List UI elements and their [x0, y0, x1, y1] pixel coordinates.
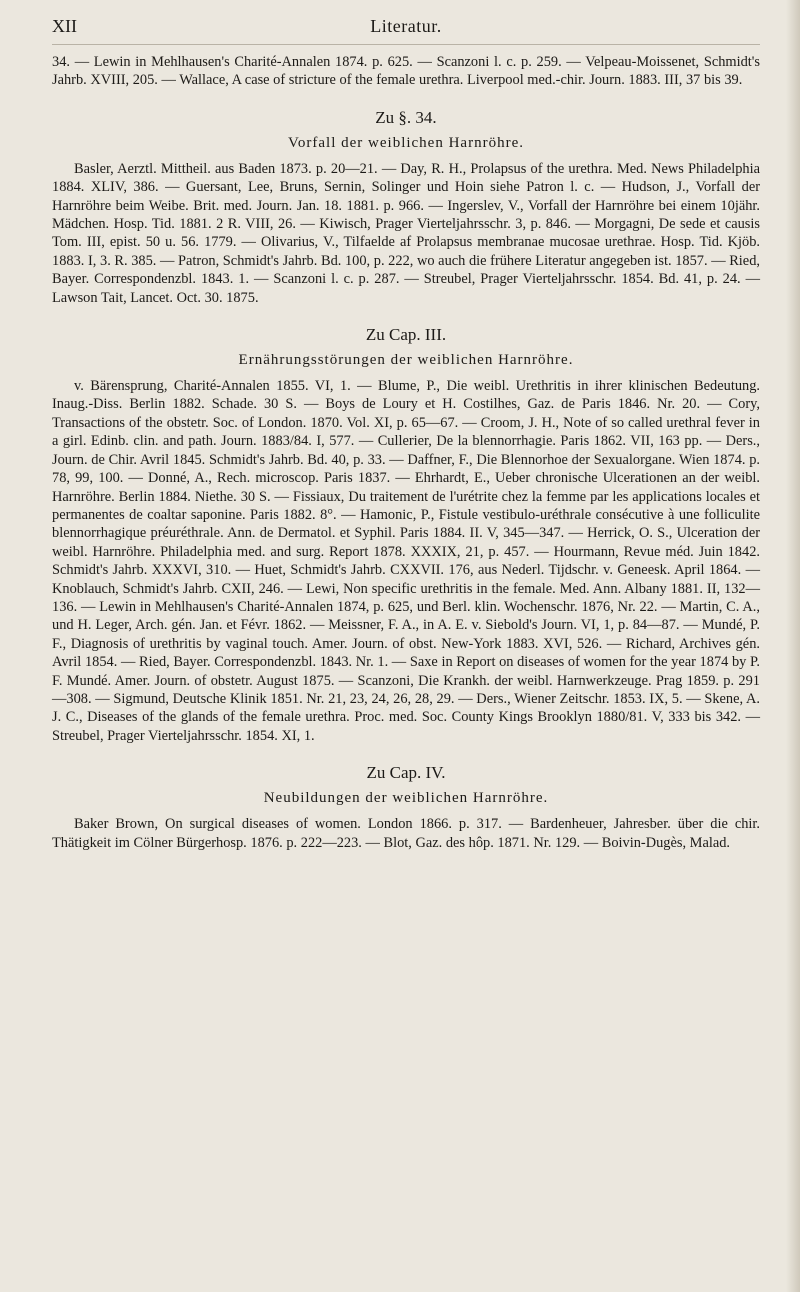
section-paragraph-cap-4: Baker Brown, On surgical diseases of women. London 1866. p. 317. — Bardenheuer, Jahresber. über die chir. Thätigkeit im Cölner Bürgerhosp. 1876. p. 222—223. — Blot, Gaz. des hôp. 1871. Nr. 129. — Boivin-Dugès, Malad. [52, 816, 760, 851]
running-header [52, 14, 760, 45]
section-heading-cap-4: Zu Cap. IV. [366, 763, 446, 783]
page-number: XII [52, 16, 77, 36]
section-heading-cap-3: Zu Cap. III. [365, 325, 447, 345]
running-title: Literatur. [370, 16, 442, 36]
section-paragraph-cap-3: v. Bärensprung, Charité-Annalen 1855. VI, 1. — Blume, P., Die weibl. Urethritis in ihrer klinischen Bedeutung. Inaug.-Diss. Berlin 1882. Schade. 30 S. — Boys de Loury et H. Costilhes, Gaz. de Paris 1846. Nr. 20. — Cory, Transactions of the obstetr. Soc. of London. 1870. Vol. XI, p. 65—67. — Croom, J. H., Note of so called urethral fever in a girl. Edinb. clin. and path. Journ. 1883/84. I, 577. — Cullerier, De la blennorrhagie. Paris 1862. VII, 163 pp. — Ders., Journ. de Chir. Avril 1845. Schmidt's Jahrb. Bd. 40, p. 33. — Daffner, F., Die Blennorhoe der Sexualorgane. Wien 1874. p. 78, 99, 100. — Donné, A., Rech. microscop. Paris 1837. — Ehrhardt, E., Ueber chronische Ulcerationen an der weibl. Harnröhre. Berlin 1884. Niethe. 30 S. — Fissiaux, Du traitement de l'urétrite chez la femme par les applications locales et permanentes de coaltar saponine. Paris 1882. 8°. — Hamonic, P., Fistule vestibulo-uréthrale consécutive à une folliculite blennorrhagique préuréthrale. Ann. de Dermatol. et Syphil. Paris 1884. II. V, 345—347. — Herrick, O. S., Ulceration der weibl. Harnröhre. Philadelphia med. and surg. Report 1878. XXXIX, 21, p. 457. — Hourmann, Revue méd. Juin 1842. Schmidt's Jahrb. XXXVI, 310. — Huet, Schmidt's Jahrb. CXXVII. 176, aus Nederl. Tijdschr. v. Geneesk. April 1864. — Knoblauch, Schmidt's Jahrb. CXII, 246. — Lewi, Non specific urethritis in the female. Med. Ann. Albany 1881. II, 132—136. — Lewin in Mehlhausen's Charité-Annalen 1874, p. 625, und Berl. klin. Wochenschr. 1876, Nr. 22. — Martin, C. A., und H. Leger, Arch. gén. Jan. et Févr. 1862. — Meissner, F. A., in A. E. v. Siebold's Journ. VI, 1, p. 84—87. — Mundé, P. F., Diagnosis of urethritis by vaginal touch. Amer. Journ. of obst. New-York 1883. XVI, 526. — Richard, Archives gén. Avril 1854. — Ried, Bayer. Correspondenzbl. 1843. Nr. 1. — Saxe in Report on diseases of women for the year 1874 by P. F. Mundé. Amer. Journ. of obstetr. August 1875. — Scanzoni, Die Krankh. der weibl. Harnwerkzeuge. Prag 1859. p. 291—308. — Sigmund, Deutsche Klinik 1851. Nr. 21, 23, 24, 26, 28, 29. — Ders., Wiener Zeitschr. 1853. IX, 5. — Skene, A. J. C., Diseases of the glands of the female urethra. Proc. med. Soc. County Kings Brooklyn 1880/81. V, 333 bis 342. — Streubel, Prager Vierteljahrsschr. 1854. XI, 1. [52, 378, 760, 744]
section-subtitle-cap-4: Neubildungen der weiblichen Harnröhre. [263, 790, 549, 807]
section-subtitle-34: Vorfall der weiblichen Harnröhre. [288, 134, 524, 151]
section-heading-34: Zu §. 34. [375, 107, 437, 127]
section-subtitle-cap-3: Ernährungsstörungen der weiblichen Harnröhre. [238, 352, 574, 369]
section-paragraph-34: Basler, Aerztl. Mittheil. aus Baden 1873. p. 20—21. — Day, R. H., Prolapsus of the urethra. Med. News Philadelphia 1884. XLIV, 386. — Guersant, Lee, Bruns, Sernin, Solinger und Hoin siehe Patron l. c. — Hudson, J., Vorfall der Harnröhre beim Weibe. Brit. med. Journ. Jan. 18. 1881. p. 966. — Ingerslev, V., Vorfall der Harnröhre bei einem 10jähr. Mädchen. Hosp. Tid. 1881. 2 R. VIII, 26. — Kiwisch, Prager Vierteljahrsschr. 3, p. 846. — Morgagni, De sede et causis Tom. III, epist. 50 u. 56. 1779. — Olivarius, V., Tilfaelde af Prolapsus membranae mucosae urethrae. Hosp. Tid. Kjöb. 1883. I, 3. R. 385. — Patron, Schmidt's Jahrb. Bd. 100, p. 222, wo auch die frühere Literatur angegeben ist. 1857. — Ried, Bayer. Correspondenzbl. 1843. 1. — Scanzoni l. c. p. 287. — Streubel, Prager Vierteljahrsschr. 1854. Bd. 41, p. 24. — Lawson Tait, Lancet. Oct. 30. 1875. [52, 160, 760, 306]
page-edge-shadow [786, 0, 800, 1292]
intro-paragraph: 34. — Lewin in Mehlhausen's Charité-Annalen 1874. p. 625. — Scanzoni l. c. p. 259. — Velpeau-Moissenet, Schmidt's Jahrb. XVIII, 205. — Wallace, A case of stricture of the female urethra. Liverpool med.-chir. Journ. 1883. III, 37 bis 39. [52, 54, 760, 89]
